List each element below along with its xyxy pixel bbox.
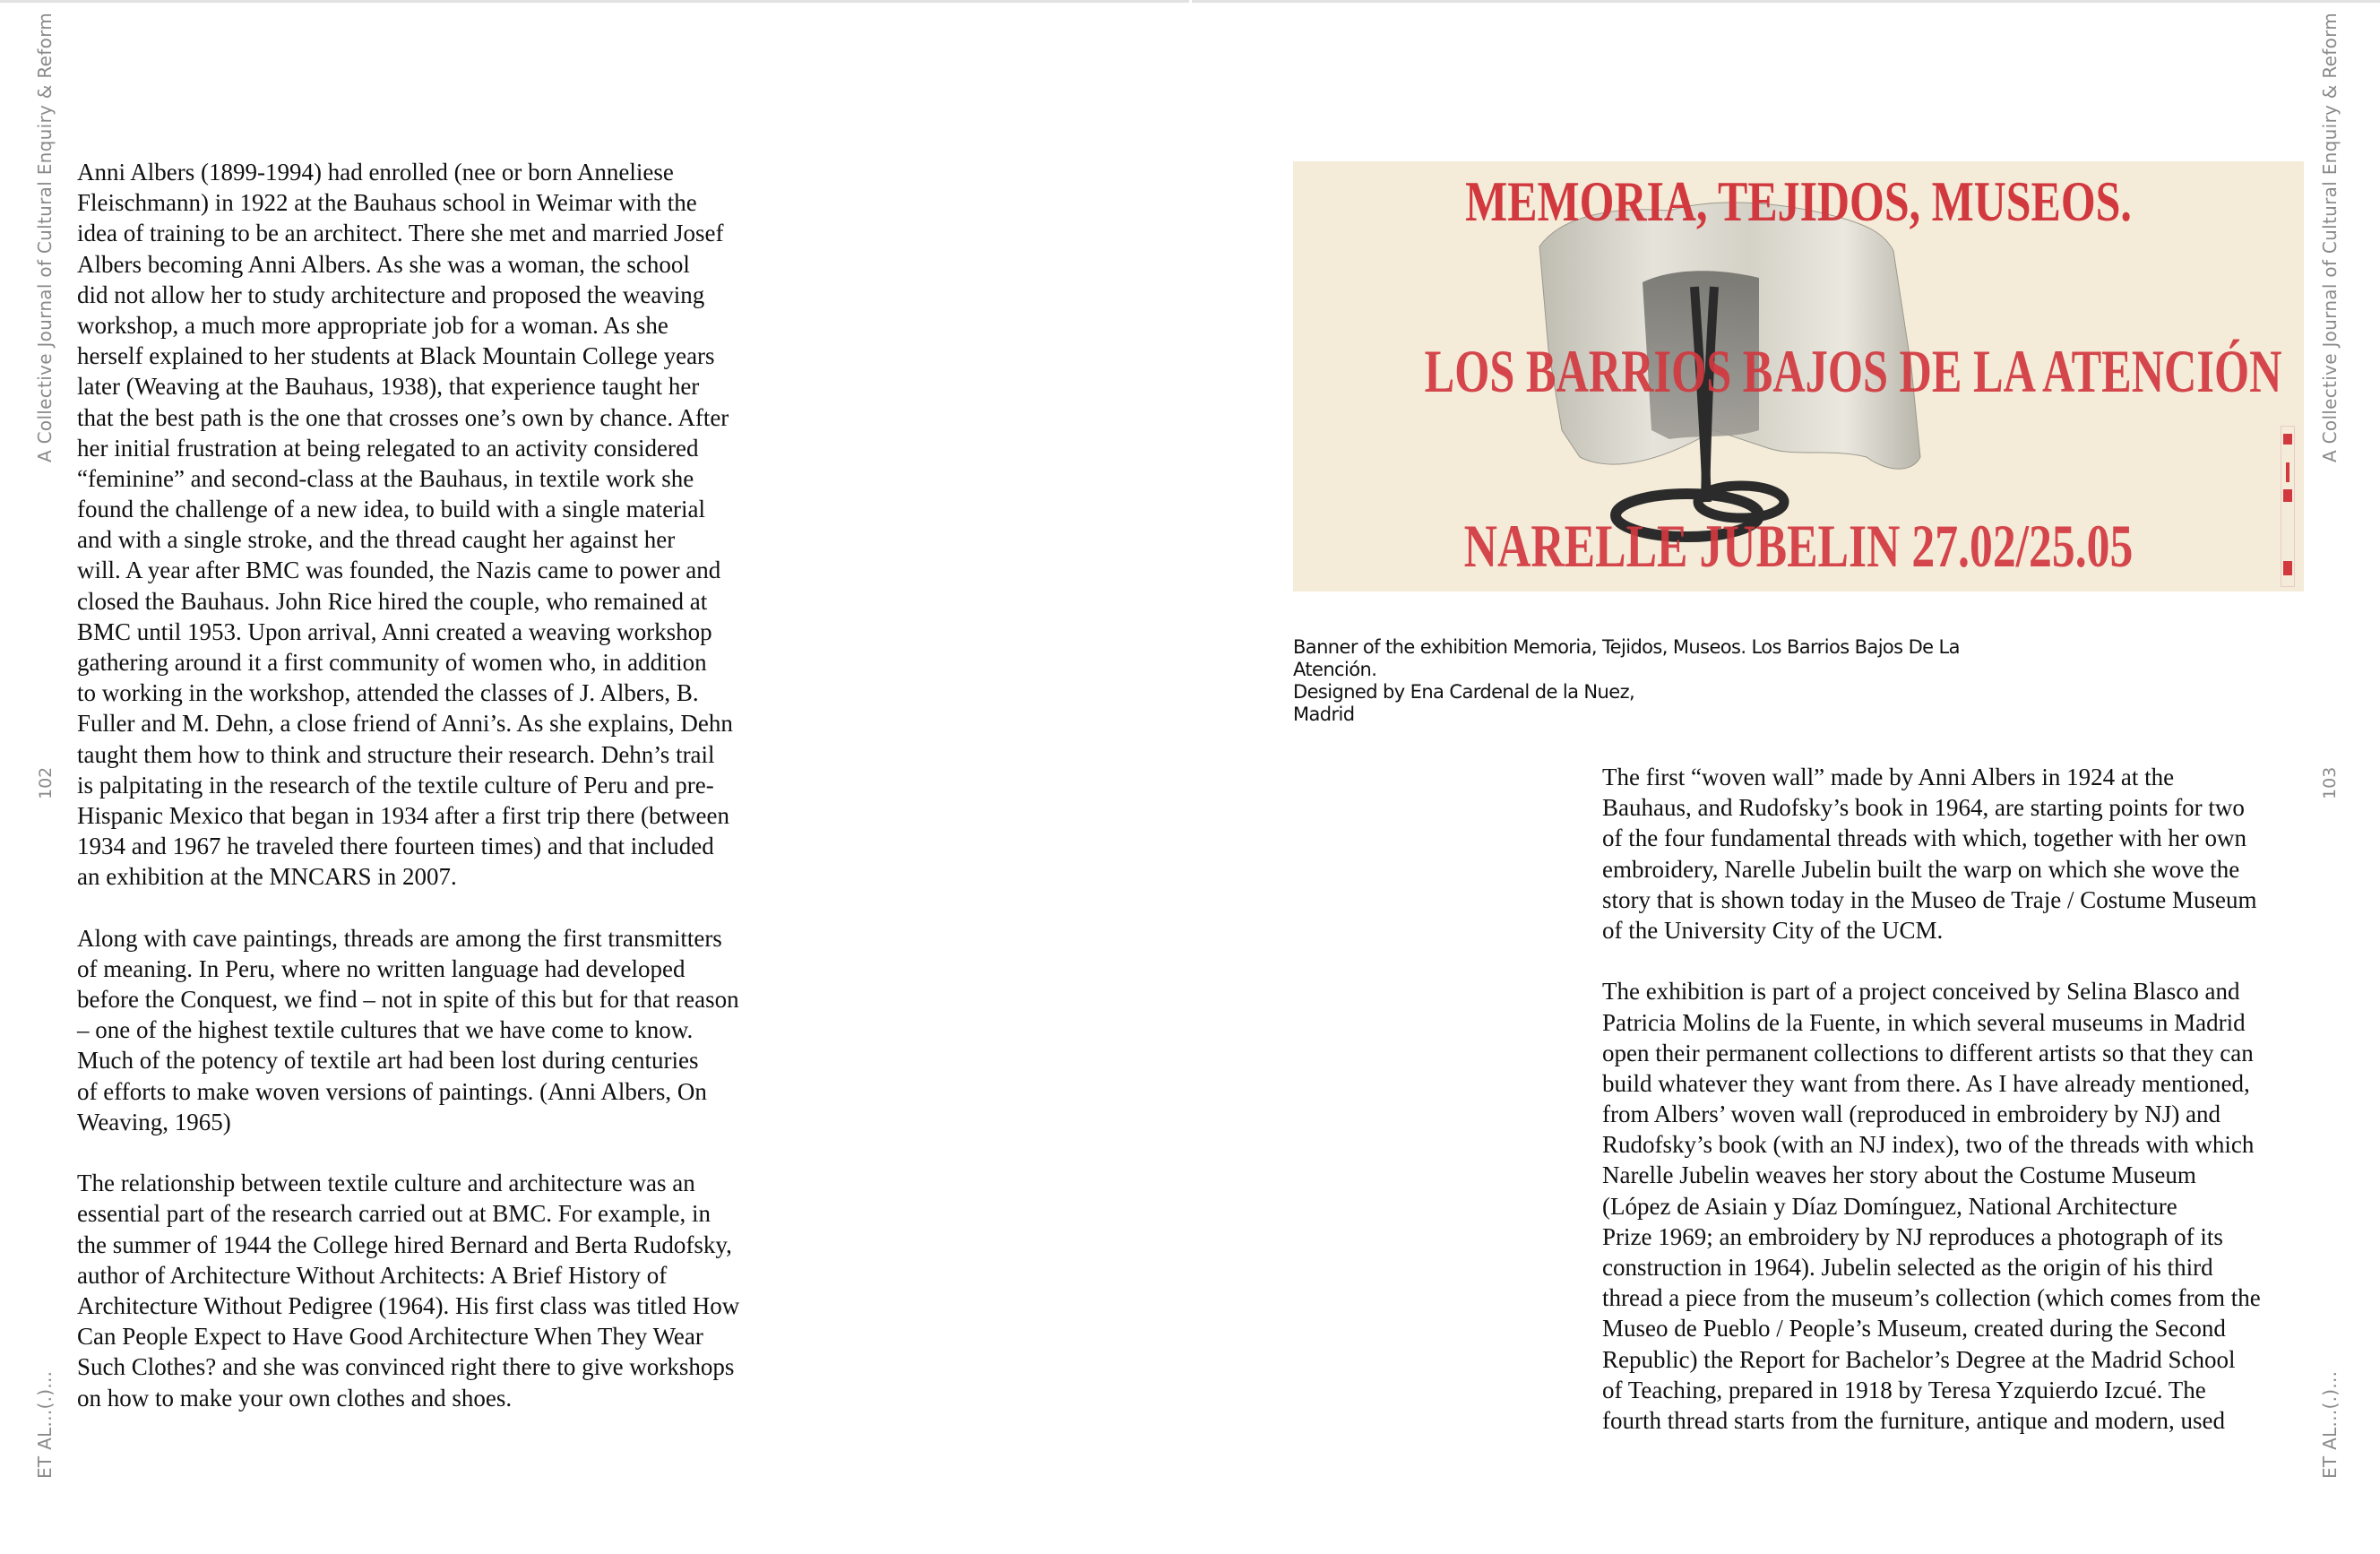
body-text-line: Albers becoming Anni Albers. As she was a woman, the school: [77, 250, 690, 278]
body-text-line: build whatever they want from there. As I have already mentioned,: [1602, 1069, 2250, 1097]
body-text-line: BMC until 1953. Upon arrival, Anni created a weaving workshop: [77, 617, 712, 645]
body-text-line: the summer of 1944 the College hired Bernard and Berta Rudofsky,: [77, 1230, 732, 1258]
body-text-line: – one of the highest textile cultures that we have come to know.: [77, 1016, 694, 1044]
banner-caption: [1293, 636, 1960, 726]
exhibition-banner-image: [1293, 161, 2304, 591]
body-text-line: “feminine” and second-class at the Bauhaus, in textile work she: [77, 464, 694, 492]
body-text-line: gathering around it a first community of women who, in addition: [77, 649, 707, 676]
series-label-right: ET AL...(.)...: [2319, 1370, 2341, 1479]
series-label-left: ET AL...(.)...: [34, 1370, 56, 1479]
body-text-line: her initial frustration at being relegated to an activity considered: [77, 434, 699, 462]
page-number-left: 102: [36, 766, 56, 799]
body-text-line: is palpitating in the research of the textile culture of Peru and pre-: [77, 771, 714, 799]
body-text-line: The exhibition is part of a project conceived by Selina Blasco and: [1602, 978, 2240, 1006]
body-text-line: Hispanic Mexico that began in 1934 after a first trip there (between: [77, 801, 729, 829]
left-body-text: [77, 157, 794, 1413]
body-text-line: story that is shown today in the Museo de Traje / Costume Museum: [1602, 885, 2257, 913]
body-text-line: idea of training to be an architect. There she met and married Josef: [77, 220, 724, 247]
body-text-line: before the Conquest, we find – not in spite of this but for that reason: [77, 986, 739, 1014]
body-text-line: construction in 1964). Jubelin selected as the origin of his third: [1602, 1254, 2213, 1281]
body-text-line: an exhibition at the MNCARS in 2007.: [77, 863, 457, 891]
body-text-line: Patricia Molins de la Fuente, in which several museums in Madrid: [1602, 1008, 2246, 1036]
right-body-text: [1602, 762, 2319, 1436]
body-text-line: Museo de Pueblo / People’s Museum, created during the Second: [1602, 1315, 2226, 1342]
paragraph-gap: [1602, 945, 2319, 976]
body-text-line: of meaning. In Peru, where no written language had developed: [77, 954, 686, 982]
body-text-line: will. A year after BMC was founded, the Nazis came to power and: [77, 557, 721, 584]
caption-line: Madrid: [1293, 704, 1355, 725]
sponsor-logo-strip: [2281, 426, 2295, 587]
body-text-line: to working in the workshop, attended the classes of J. Albers, B.: [77, 679, 699, 707]
banner-title-line-1: MEMORIA, TEJIDOS, MUSEOS.: [1465, 169, 2132, 233]
body-text-line: of efforts to make woven versions of paintings. (Anni Albers, On: [77, 1077, 707, 1105]
body-text-line: Prize 1969; an embroidery by NJ reproduces a photograph of its: [1602, 1222, 2223, 1250]
top-border-right: [1192, 0, 2380, 3]
body-text-line: Fuller and M. Dehn, a close friend of Anni’s. As she explains, Dehn: [77, 710, 733, 738]
body-text-line: Narelle Jubelin weaves her story about the Costume Museum: [1602, 1161, 2196, 1189]
journal-tagline-left: A Collective Journal of Cultural Enquiry & Reform: [34, 12, 56, 462]
body-text-line: thread a piece from the museum’s collection (which comes from the: [1602, 1284, 2261, 1312]
body-text-line: and with a single stroke, and the thread caught her against her: [77, 526, 676, 554]
body-text-line: taught them how to think and structure their research. Dehn’s trail: [77, 740, 715, 768]
body-text-line: 1934 and 1967 he traveled there fourteen times) and that included: [77, 833, 714, 860]
body-text-line: fourth thread starts from the furniture, antique and modern, used: [1602, 1406, 2226, 1434]
body-text-line: found the challenge of a new idea, to build with a single material: [77, 496, 706, 523]
body-text-line: Can People Expect to Have Good Architecture When They Wear: [77, 1323, 703, 1351]
body-text-line: from Albers’ woven wall (reproduced in embroidery by NJ) and: [1602, 1101, 2221, 1128]
body-text-line: open their permanent collections to different artists so that they can: [1602, 1039, 2254, 1066]
journal-tagline-right: A Collective Journal of Cultural Enquiry & Reform: [2319, 12, 2341, 462]
banner-title-line-2: LOS BARRIOS BAJOS DE LA ATENCIÓN: [1424, 337, 2282, 405]
caption-line: Banner of the exhibition Memoria, Tejidos, Museos. Los Barrios Bajos De La: [1293, 636, 1960, 658]
body-text-line: Anni Albers (1899-1994) had enrolled (nee or born Anneliese: [77, 159, 674, 186]
body-text-line: Much of the potency of textile art had been lost during centuries: [77, 1047, 699, 1075]
body-text-line: on how to make your own clothes and shoes.: [77, 1384, 513, 1412]
body-text-line: The first “woven wall” made by Anni Albers in 1924 at the: [1602, 764, 2175, 790]
body-text-line: Architecture Without Pedigree (1964). His first class was titled How: [77, 1291, 740, 1319]
body-text-line: of the University City of the UCM.: [1602, 916, 1944, 944]
body-text-line: The relationship between textile culture and architecture was an: [77, 1170, 695, 1197]
body-text-line: later (Weaving at the Bauhaus, 1938), that experience taught her: [77, 373, 700, 401]
body-text-line: Fleischmann) in 1922 at the Bauhaus school in Weimar with the: [77, 189, 697, 217]
body-text-line: Rudofsky’s book (with an NJ index), two of the threads with which: [1602, 1131, 2255, 1159]
top-border-left: [0, 0, 1189, 3]
body-text-line: did not allow her to study architecture and proposed the weaving: [77, 281, 705, 308]
body-text-line: (López de Asiain y Díaz Domínguez, National Architecture: [1602, 1192, 2177, 1220]
caption-line: Designed by Ena Cardenal de la Nuez,: [1293, 681, 1635, 703]
banner-title-line-3: NARELLE JUBELIN 27.02/25.05: [1463, 512, 2134, 580]
body-text-line: that the best path is the one that crosses one’s own by chance. After: [77, 403, 729, 431]
body-text-line: essential part of the research carried out at BMC. For example, in: [77, 1200, 711, 1228]
body-text-line: of the four fundamental threads with which, together with her own: [1602, 824, 2247, 852]
body-text-line: Along with cave paintings, threads are among the first transmitters: [77, 924, 722, 952]
body-text-line: embroidery, Narelle Jubelin built the warp on which she wove the: [1602, 855, 2240, 883]
body-text-line: workshop, a much more appropriate job for a woman. As she: [77, 311, 668, 339]
body-text-line: closed the Bauhaus. John Rice hired the couple, who remained at: [77, 587, 708, 615]
body-text-line: of Teaching, prepared in 1918 by Teresa Yzquierdo Izcué. The: [1602, 1376, 2206, 1403]
body-text-line: Such Clothes? and she was convinced right there to give workshops: [77, 1353, 735, 1381]
paragraph-gap: [77, 893, 794, 923]
paragraph-gap: [77, 1137, 794, 1168]
body-text-line: herself explained to her students at Black Mountain College years: [77, 342, 715, 370]
caption-line: Atención.: [1293, 659, 1377, 680]
body-text-line: Weaving, 1965): [77, 1108, 231, 1135]
page-number-right: 103: [2320, 766, 2340, 799]
body-text-line: Bauhaus, and Rudofsky’s book in 1964, are starting points for two: [1602, 794, 2245, 822]
body-text-line: author of Architecture Without Architects: A Brief History of: [77, 1261, 668, 1289]
body-text-line: Republic) the Report for Bachelor’s Degree at the Madrid School: [1602, 1345, 2236, 1373]
